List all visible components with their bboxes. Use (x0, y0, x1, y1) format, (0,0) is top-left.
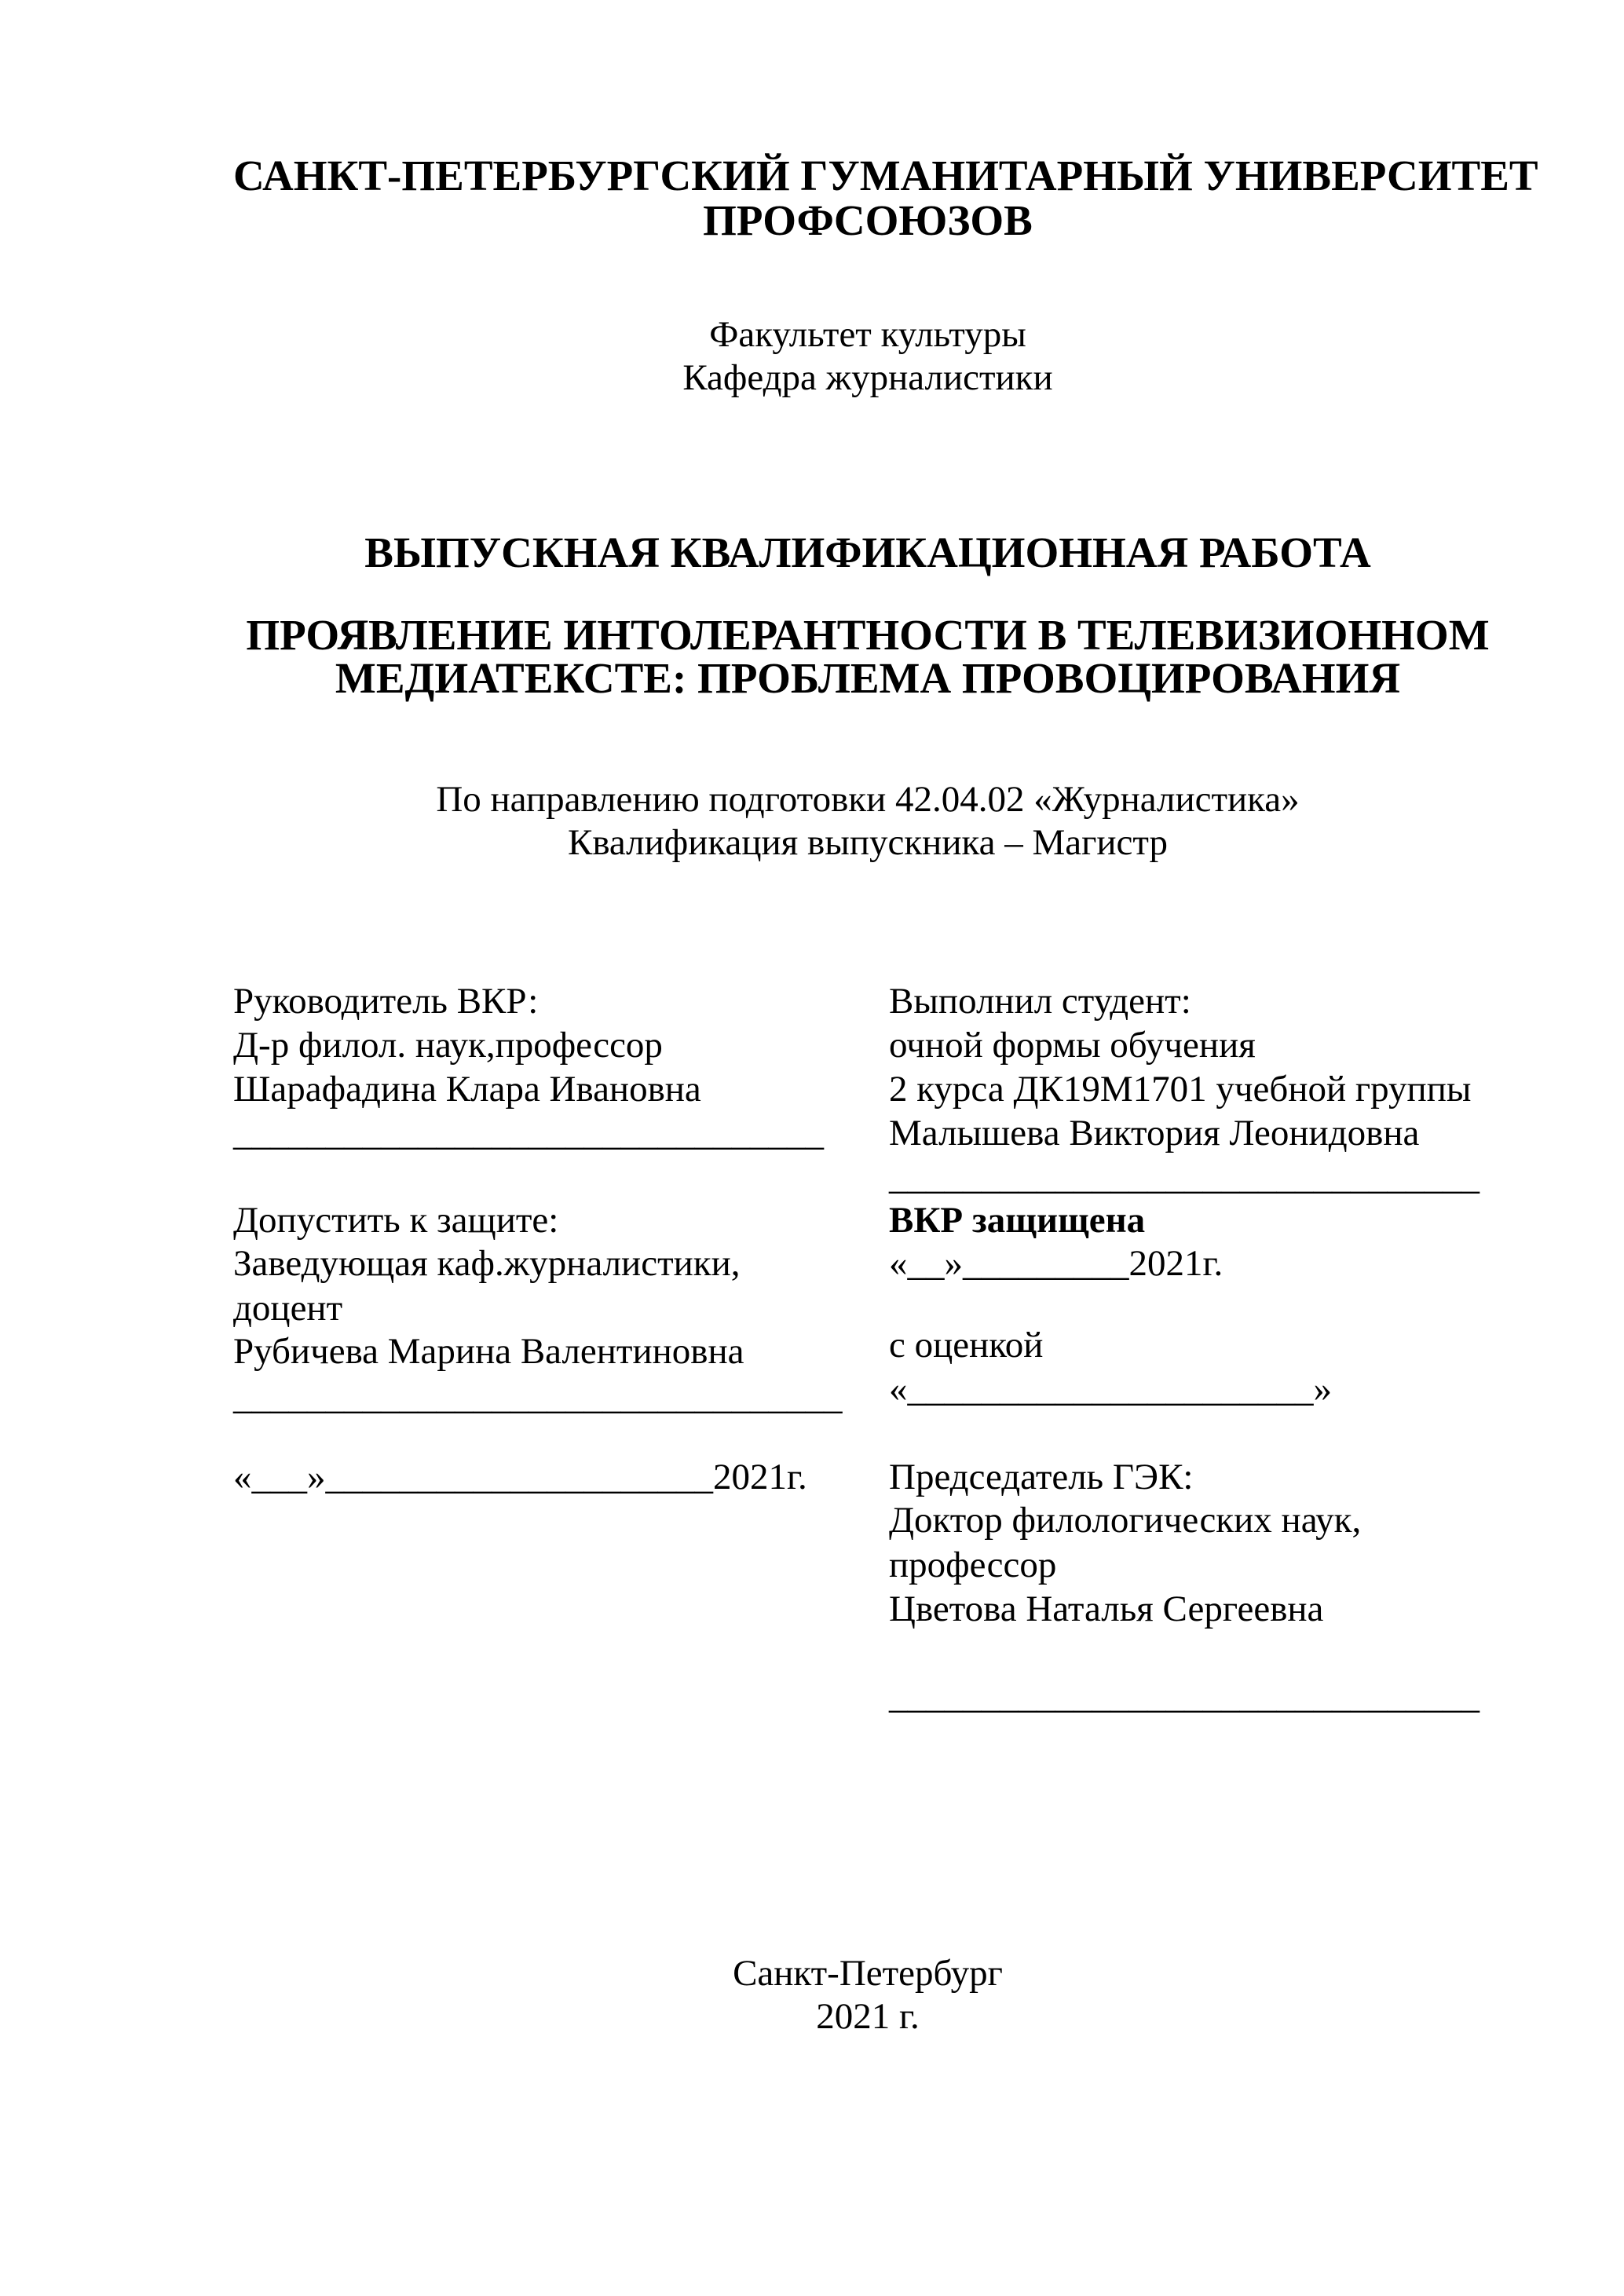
graduate-qualification: Квалификация выпускника – Магистр (567, 822, 1169, 863)
work-title-line2: МЕДИАТЕКСТЕ: ПРОБЛЕМА ПРОВОЦИРОВАНИЯ (335, 654, 1401, 702)
admission-date-line: «___»_____________________2021г. (233, 1457, 807, 1497)
defense-date-line: «__»_________2021г. (889, 1243, 1223, 1284)
grade-line: «______________________» (889, 1369, 1332, 1409)
department-head-position: Заведующая каф.журналистики, (233, 1243, 741, 1284)
student-label: Выполнил студент: (889, 981, 1191, 1022)
defended-label: ВКР защищена (889, 1200, 1146, 1241)
commission-chair-name: Цветова Наталья Сергеевна (889, 1589, 1324, 1629)
department-head-title: доцент (233, 1288, 343, 1329)
supervisor-label: Руководитель ВКР: (233, 981, 539, 1022)
department-head-signature-line: _________________________________ (233, 1377, 843, 1417)
student-name: Малышева Виктория Леонидовна (889, 1113, 1420, 1153)
faculty-name: Факультет культуры (709, 314, 1026, 355)
study-form: очной формы обучения (889, 1025, 1256, 1066)
grade-label: с оценкой (889, 1325, 1044, 1366)
university-name-line2: ПРОФСОЮЗОВ (703, 196, 1033, 244)
department-head-name: Рубичева Марина Валентиновна (233, 1331, 744, 1372)
commission-chair-degree: Доктор филологических наук, (889, 1500, 1362, 1541)
student-group: 2 курса ДК19М1701 учебной группы (889, 1069, 1472, 1110)
university-name-line1: САНКТ-ПЕТЕРБУРГСКИЙ ГУМАНИТАРНЫЙ УНИВЕРСИТЕТ (233, 152, 1538, 199)
supervisor-signature-line: ________________________________ (233, 1113, 824, 1153)
commission-chair-label: Председатель ГЭК: (889, 1457, 1194, 1497)
supervisor-degree: Д-р филол. наук,профессор (233, 1025, 663, 1066)
city: Санкт-Петербург (733, 1953, 1003, 1994)
study-direction: По направлению подготовки 42.04.02 «Журналистика» (436, 779, 1300, 820)
supervisor-name: Шарафадина Клара Ивановна (233, 1069, 701, 1110)
student-signature-line: ________________________________ (889, 1157, 1480, 1197)
year: 2021 г. (816, 1996, 920, 2037)
commission-chair-title: профессор (889, 1545, 1057, 1585)
admit-to-defense-label: Допустить к защите: (233, 1200, 559, 1241)
work-type: ВЫПУСКНАЯ КВАЛИФИКАЦИОННАЯ РАБОТА (364, 528, 1371, 576)
department-name: Кафедра журналистики (682, 357, 1053, 398)
work-title-line1: ПРОЯВЛЕНИЕ ИНТОЛЕРАНТНОСТИ В ТЕЛЕВИЗИОННОМ (246, 611, 1490, 659)
commission-chair-signature-line: ________________________________ (889, 1676, 1480, 1717)
